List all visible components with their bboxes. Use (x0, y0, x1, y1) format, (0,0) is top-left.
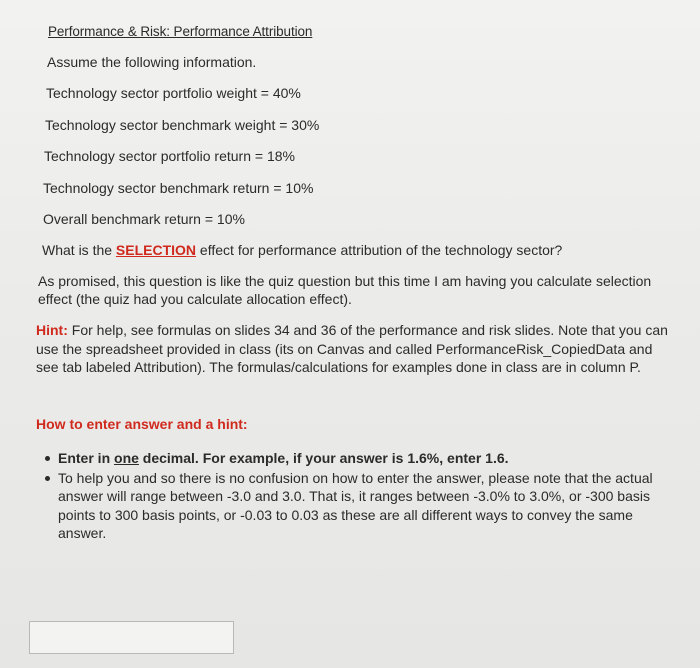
page-title: Performance & Risk: Performance Attribution (48, 24, 313, 39)
bullet-icon (45, 476, 50, 481)
answer-input[interactable] (29, 621, 234, 654)
question-keyword: SELECTION (115, 242, 197, 258)
question-prefix: What is the (42, 242, 116, 258)
bullet-second-text: To help you and so there is no confusion on how to enter the answer, please note that the actual answer will range between -3.0 and 3.0. That is, it ranges between -3.0% to 3.0%, or -300 basis points to 300 basis points, or -0.03 to 0.03 as these are all different ways to convey the same answer. (58, 469, 653, 541)
question-text (42, 241, 562, 259)
promise-paragraph: As promised, this question is like the quiz question but this time I am having you calculate selection effect (the quiz had you calculate allocation effect). (38, 273, 652, 307)
instruction-list (40, 449, 670, 544)
fact-portfolio-return: Technology sector portfolio return = 18% (44, 148, 295, 164)
bullet-first-after: decimal. For example, if your answer is 1.6%, enter 1.6. (138, 450, 509, 466)
fact-benchmark-weight: Technology sector benchmark weight = 30% (45, 117, 320, 133)
bullet-first-underlined: one (114, 450, 139, 466)
question-suffix: effect for performance attribution of the technology sector? (196, 242, 563, 258)
fact-portfolio-weight: Technology sector portfolio weight = 40% (46, 85, 301, 101)
hint-label: Hint: (36, 322, 68, 338)
hint-text: For help, see formulas on slides 34 and 36 of the performance and risk slides. Note that you can use the spreadsheet provided in class (its on Canvas and called PerformanceRisk_CopiedData and see tab labeled Attribution). The formulas/calculations for examples done in class are in column P. (36, 322, 668, 375)
bullet-first-before: Enter in (58, 450, 115, 466)
fact-benchmark-return: Technology sector benchmark return = 10% (43, 180, 314, 196)
fact-overall-benchmark-return: Overall benchmark return = 10% (43, 211, 245, 227)
list-item (40, 449, 670, 468)
how-to-heading: How to enter answer and a hint: (36, 416, 248, 432)
hint-paragraph (36, 321, 668, 377)
list-item (40, 469, 670, 543)
bullet-icon (45, 456, 50, 461)
intro-text: Assume the following information. (47, 54, 257, 70)
